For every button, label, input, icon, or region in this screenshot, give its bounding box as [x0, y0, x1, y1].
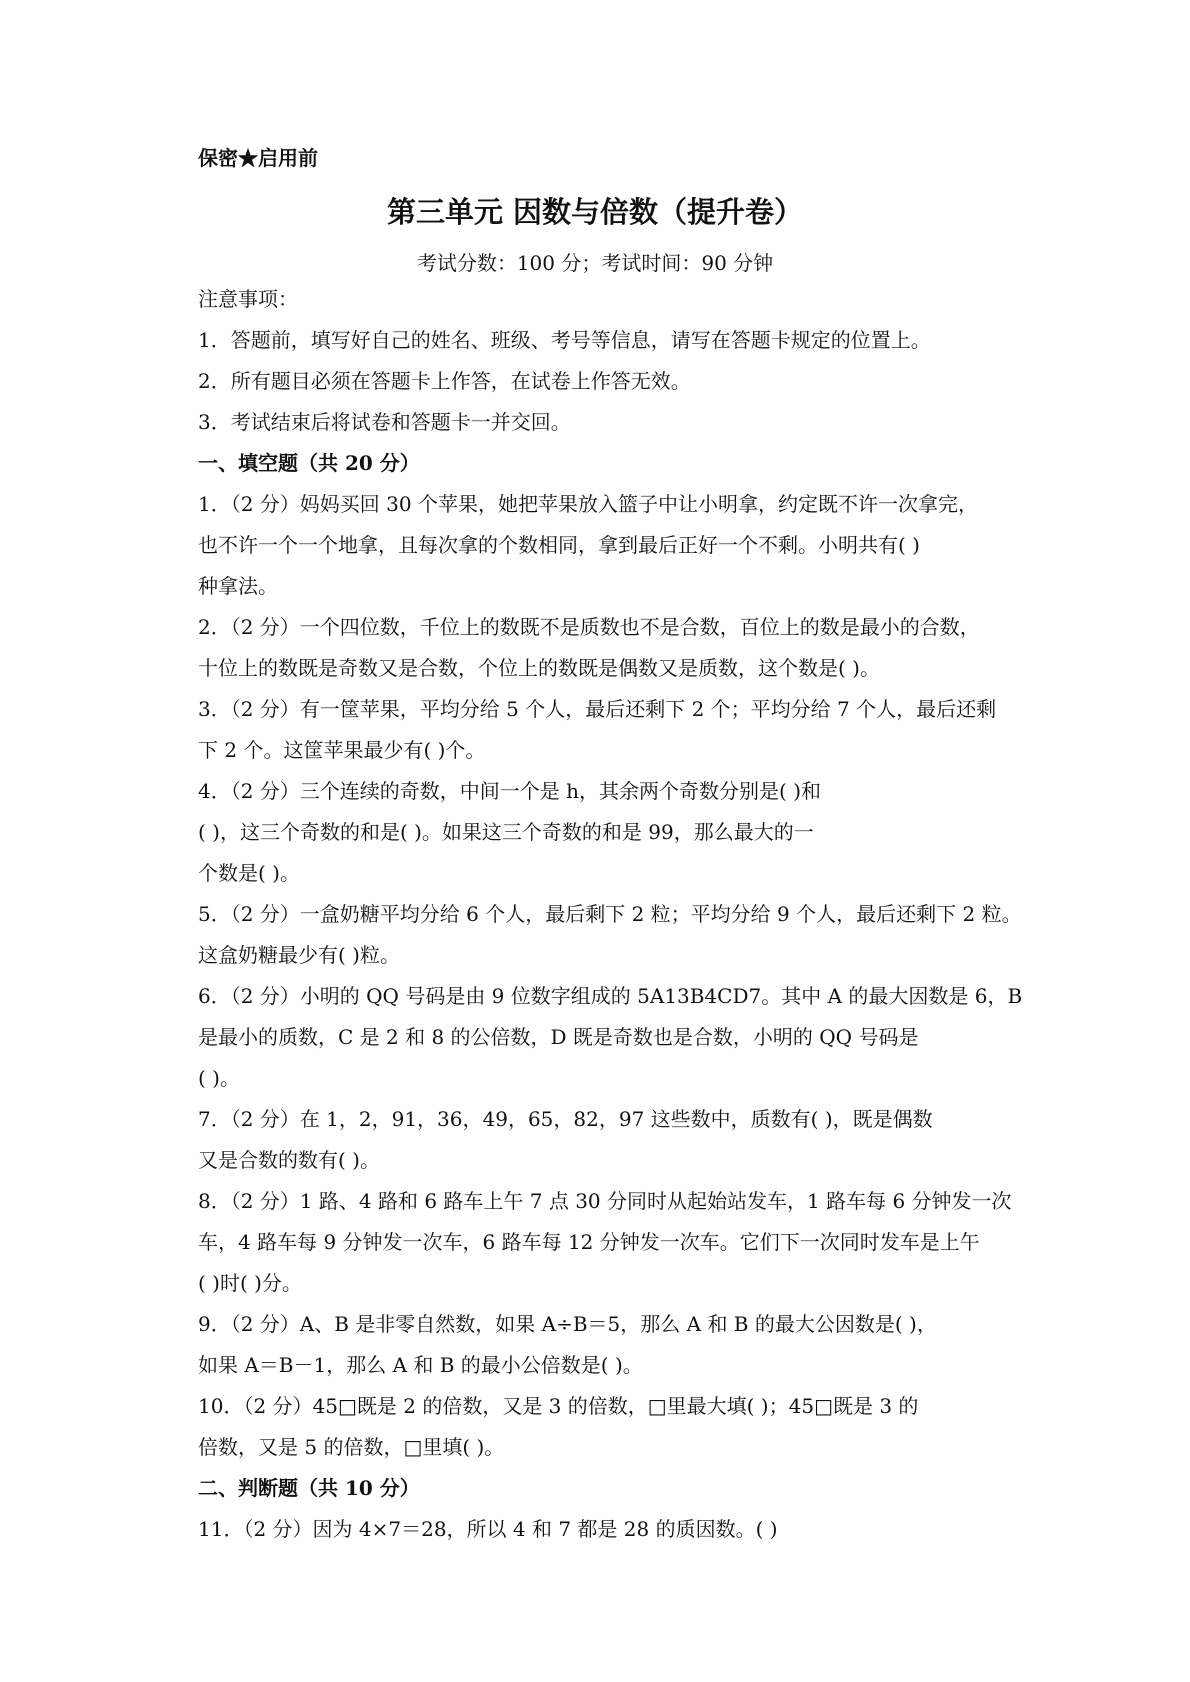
question-line: 3．（2 分）有一筐苹果，平均分给 5 个人，最后还剩下 2 个；平均分给 7 个人，最后还剩	[198, 697, 997, 721]
question-line: 2．（2 分）一个四位数，千位上的数既不是质数也不是合数，百位上的数是最小的合数，	[198, 615, 980, 639]
question-line: 8．（2 分）1 路、4 路和 6 路车上午 7 点 30 分同时从起始站发车，1 路车每 6 分钟发一次	[198, 1189, 1012, 1213]
question-line: ( )时( )分。	[198, 1271, 302, 1295]
question-line: 4．（2 分）三个连续的奇数，中间一个是 h，其余两个奇数分别是( )和	[198, 779, 822, 803]
question-line: 车，4 路车每 9 分钟发一次车，6 路车每 12 分钟发一次车。它们下一次同时发车是上午	[198, 1230, 980, 1254]
question-line: 是最小的质数，C 是 2 和 8 的公倍数，D 既是奇数也是合数，小明的 QQ 号码是	[198, 1025, 919, 1049]
question-line: ( )。	[198, 1066, 240, 1090]
question-line: 如果 A＝B－1，那么 A 和 B 的最小公倍数是( )。	[198, 1353, 643, 1377]
note-item: 2．所有题目必须在答题卡上作答，在试卷上作答无效。	[198, 369, 691, 393]
confidential-label: 保密★启用前	[198, 146, 318, 170]
question-line: 下 2 个。这筐苹果最少有( )个。	[198, 738, 486, 762]
question-line: 10．（2 分）45□既是 2 的倍数，又是 3 的倍数，□里最大填( )；45□既是 3 的	[198, 1394, 919, 1418]
question-line: 也不许一个一个地拿，且每次拿的个数相同，拿到最后正好一个不剩。小明共有( )	[198, 533, 920, 557]
page-title: 第三单元 因数与倍数（提升卷）	[386, 195, 804, 229]
question-line: ( )，这三个奇数的和是( )。如果这三个奇数的和是 99，那么最大的一	[198, 820, 814, 844]
question-line: 11．（2 分）因为 4×7＝28，所以 4 和 7 都是 28 的质因数。( )	[198, 1517, 778, 1541]
section-heading-fill: 一、填空题（共 20 分）	[198, 451, 420, 475]
question-line: 6．（2 分）小明的 QQ 号码是由 9 位数字组成的 5A13B4CD7。其中 A 的最大因数是 6，B	[198, 984, 1023, 1008]
question-line: 1．（2 分）妈妈买回 30 个苹果，她把苹果放入篮子中让小明拿，约定既不许一次拿完，	[198, 492, 978, 516]
section-heading-judge: 二、判断题（共 10 分）	[198, 1476, 420, 1500]
notes-heading: 注意事项：	[198, 287, 298, 311]
question-line: 种拿法。	[198, 574, 278, 598]
question-line: 5．（2 分）一盒奶糖平均分给 6 个人，最后剩下 2 粒；平均分给 9 个人，最后还剩下 2 粒。	[198, 902, 1022, 926]
question-line: 又是合数的数有( )。	[198, 1148, 380, 1172]
question-line: 倍数，又是 5 的倍数，□里填( )。	[198, 1435, 505, 1459]
note-item: 1．答题前，填写好自己的姓名、班级、考号等信息，请写在答题卡规定的位置上。	[198, 328, 931, 352]
question-line: 这盒奶糖最少有( )粒。	[198, 943, 400, 967]
exam-info: 考试分数：100 分；考试时间：90 分钟	[416, 251, 774, 275]
question-line: 十位上的数既是奇数又是合数，个位上的数既是偶数又是质数，这个数是( )。	[198, 656, 880, 680]
question-line: 7．（2 分）在 1，2，91，36，49，65，82，97 这些数中，质数有( )，既是偶数	[198, 1107, 933, 1131]
question-line: 个数是( )。	[198, 861, 300, 885]
note-item: 3．考试结束后将试卷和答题卡一并交回。	[198, 410, 571, 434]
question-line: 9．（2 分）A、B 是非零自然数，如果 A÷B＝5，那么 A 和 B 的最大公因数是( )，	[198, 1312, 937, 1336]
